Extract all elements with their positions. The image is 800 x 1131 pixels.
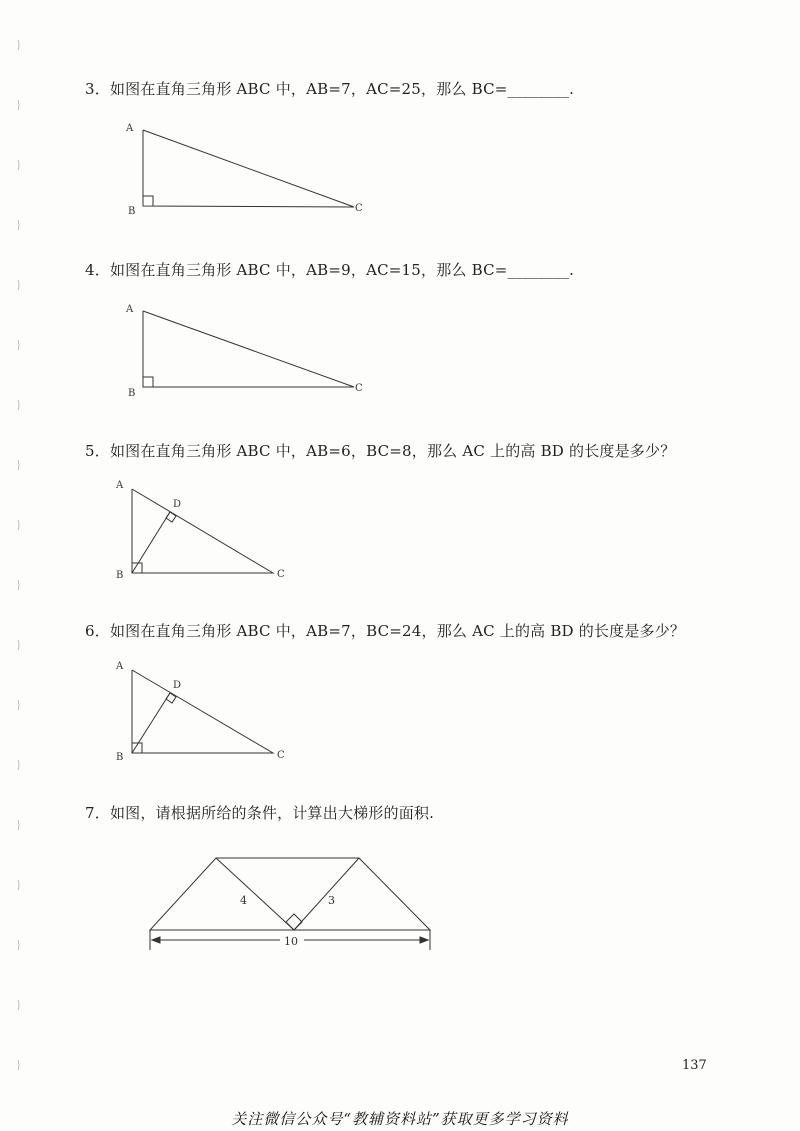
vertex-label-d: D bbox=[173, 680, 182, 691]
vertex-label-c: C bbox=[277, 569, 285, 580]
triangle-figure-q6 bbox=[132, 670, 273, 753]
vertex-label-b: B bbox=[116, 752, 124, 763]
triangle-figure-q4 bbox=[143, 311, 354, 387]
question-number: 5． bbox=[85, 442, 110, 460]
vertex-label-b: B bbox=[128, 206, 136, 217]
base-length-label: 10 bbox=[284, 935, 298, 948]
vertex-label-b: B bbox=[116, 570, 124, 581]
question-number: 4． bbox=[85, 261, 110, 279]
vertex-label-a: A bbox=[116, 661, 124, 672]
vertex-label-c: C bbox=[277, 750, 285, 761]
vertex-label-c: C bbox=[355, 383, 363, 394]
question-text: 如图在直角三角形 ABC 中，AB=6，BC=8，那么 AC 上的高 BD 的长度是多少？ bbox=[109, 442, 676, 460]
question-text: 如图在直角三角形 ABC 中，AB=7，AC=25，那么 BC=________. bbox=[109, 80, 575, 98]
vertex-label-c: C bbox=[355, 203, 363, 214]
vertex-label-a: A bbox=[126, 123, 134, 134]
question-number: 7． bbox=[85, 804, 110, 822]
question-number: 6． bbox=[85, 622, 110, 640]
triangle-figure-q3 bbox=[143, 130, 354, 207]
vertex-label-a: A bbox=[116, 480, 124, 491]
page-number: 137 bbox=[682, 1058, 707, 1073]
footer-note: 关注微信公众号“教辅资料站”获取更多学习资料 bbox=[231, 1110, 569, 1128]
vertex-label-b: B bbox=[128, 388, 136, 399]
question-text: 如图，请根据所给的条件，计算出大梯形的面积. bbox=[109, 804, 435, 822]
vertex-label-d: D bbox=[173, 499, 182, 510]
triangle-figure-q5 bbox=[132, 489, 273, 573]
left-leg-label: 4 bbox=[240, 894, 247, 907]
question-text: 如图在直角三角形 ABC 中，AB=7，BC=24，那么 AC 上的高 BD 的长度是多少？ bbox=[109, 622, 686, 640]
question-text: 如图在直角三角形 ABC 中，AB=9，AC=15，那么 BC=________. bbox=[109, 261, 575, 279]
right-leg-label: 3 bbox=[328, 894, 335, 907]
vertex-label-a: A bbox=[126, 304, 134, 315]
question-number: 3． bbox=[85, 80, 110, 98]
